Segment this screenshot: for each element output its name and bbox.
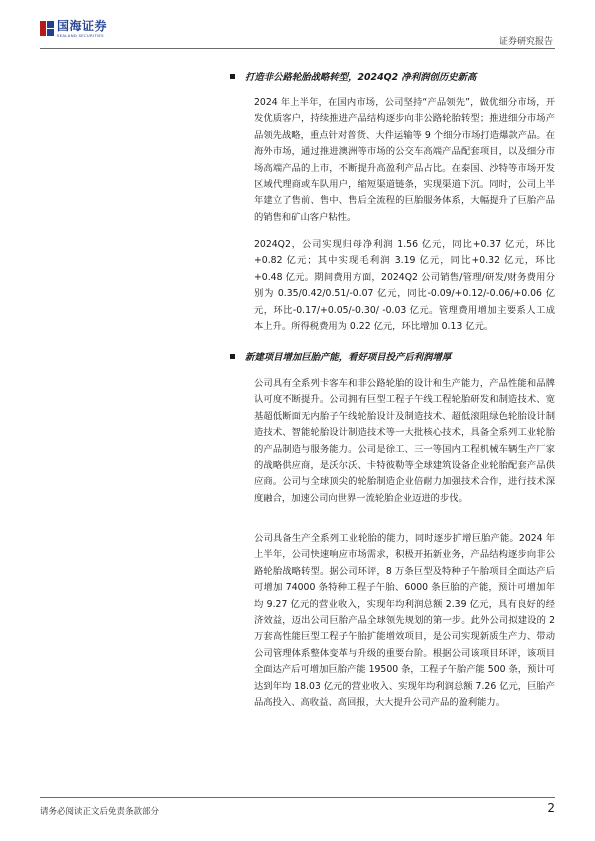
logo-icon <box>40 21 54 36</box>
page-header <box>0 0 595 52</box>
paragraph-market-strategy: 2024 年上半年，在国内市场，公司坚持“产品领先”，做优细分市场，开发优质客户，持续推进产品结构逐步向非公路轮胎转型；推进细分市场产品领先战略，重点针对普货、大件运输等 9 个细分市场打造爆款产品。在海外市场，通过推进澳洲等市场的公交车高端产品配套项目，以及细分市场高端产品的上市，不断提升高盈利产品占比。在泰国、沙特等市场开发区域代理商或车队用户，缩短渠道链条，实现渠道下沉。同时，公司上半年建立了售前、售中、售后全流程的巨胎服务体系，大幅提升了巨胎产品的销售和矿山客户粘性。 <box>254 97 555 223</box>
section-title-1-text: 打造非公路轮胎战略转型，2024Q2 净利润创历史新高 <box>245 72 477 83</box>
footer-divider <box>40 797 555 798</box>
section-title-1 <box>230 69 476 83</box>
bullet-icon <box>230 74 235 79</box>
section-title-2-text: 新建项目增加巨胎产能，看好项目投产后利润增厚 <box>245 352 452 363</box>
paragraph-q2-profit: 2024Q2，公司实现归母净利润 1.56 亿元，同比+0.37 亿元，环比+0.82 亿元；其中实现毛利润 3.19 亿元，同比+0.32 亿元，环比+0.48 亿元。期间费用方面，2024Q2 公司销售/管理/研发/财务费用分别为 0.35/0.42/0.51/-0.07 亿元，同比-0.09/+0.12/-0.06/+0.06 亿元，环比-0.17/+0.05/-0.30/ -0.03 亿元。管理费用增加主要系人工成本上升。所得税费用为 0.22 亿元，环比增加 0.13 亿元。 <box>254 239 555 333</box>
section-title-2 <box>230 349 451 363</box>
header-divider <box>40 48 555 49</box>
page-number: 2 <box>547 801 555 815</box>
bullet-icon <box>230 354 235 359</box>
company-logo <box>40 20 107 38</box>
logo-name-cn: 国海证券 <box>57 19 108 33</box>
disclaimer-note: 请务必阅读正文后免责条款部分 <box>40 807 160 817</box>
paragraph-capability: 公司具有全系列卡客车和非公路轮胎的设计和生产能力，产品性能和品牌认可度不断提升。公司拥有巨型工程子午线工程轮胎研发和制造技术、宽基超低断面无内胎子午线轮胎设计及制造技术、超低滚阻绿色轮胎设计制造技术、智能轮胎设计制造技术等一大批核心技术，具备全系列工业轮胎的产品制造与服务能力。公司是徐工、三一等国内工程机械车辆生产厂家的战略供应商，是沃尔沃、卡特彼勒等全球建筑设备企业轮胎配套产品供应商。公司与全球顶尖的轮胎制造企业倍耐力加强技术合作，进行技术深度融合，加速公司向世界一流轮胎企业迈进的步伐。 <box>254 378 555 504</box>
logo-name-en: SEALAND SECURITIES <box>57 33 104 38</box>
report-type-label: 证券研究报告 <box>498 37 553 47</box>
paragraph-capacity-projects: 公司具备生产全系列工业轮胎的能力，同时逐步扩增巨胎产能。2024 年上半年，公司快速响应市场需求，积极开拓新业务，产品结构逐步向非公路轮胎战略转型。据公司环评，8 万条巨型及特种子午胎项目全面达产后可增加 74000 条特种工程子午胎、6000 条巨胎的产能，预计可增加年均 9.27 亿元的营业收入，实现年均利润总额 2.39 亿元，具有良好的经济效益，迈出公司巨胎产品全球领先规划的第一步。此外公司拟建设的 2 万套高性能巨型工程子午胎扩能增效项目，是公司实现新质生产力、带动公司管理体系整体变革与升级的重要台阶。根据公司该项目环评，该项目全面达产后可增加巨胎产能 19500 条，工程子午胎产能 500 条，预计可达到年均 18.03 亿元的营业收入、实现年均利润总额 7.26 亿元，巨胎产品高投入、高收益、高回报，大大提升公司产品的盈利能力。 <box>254 533 555 709</box>
